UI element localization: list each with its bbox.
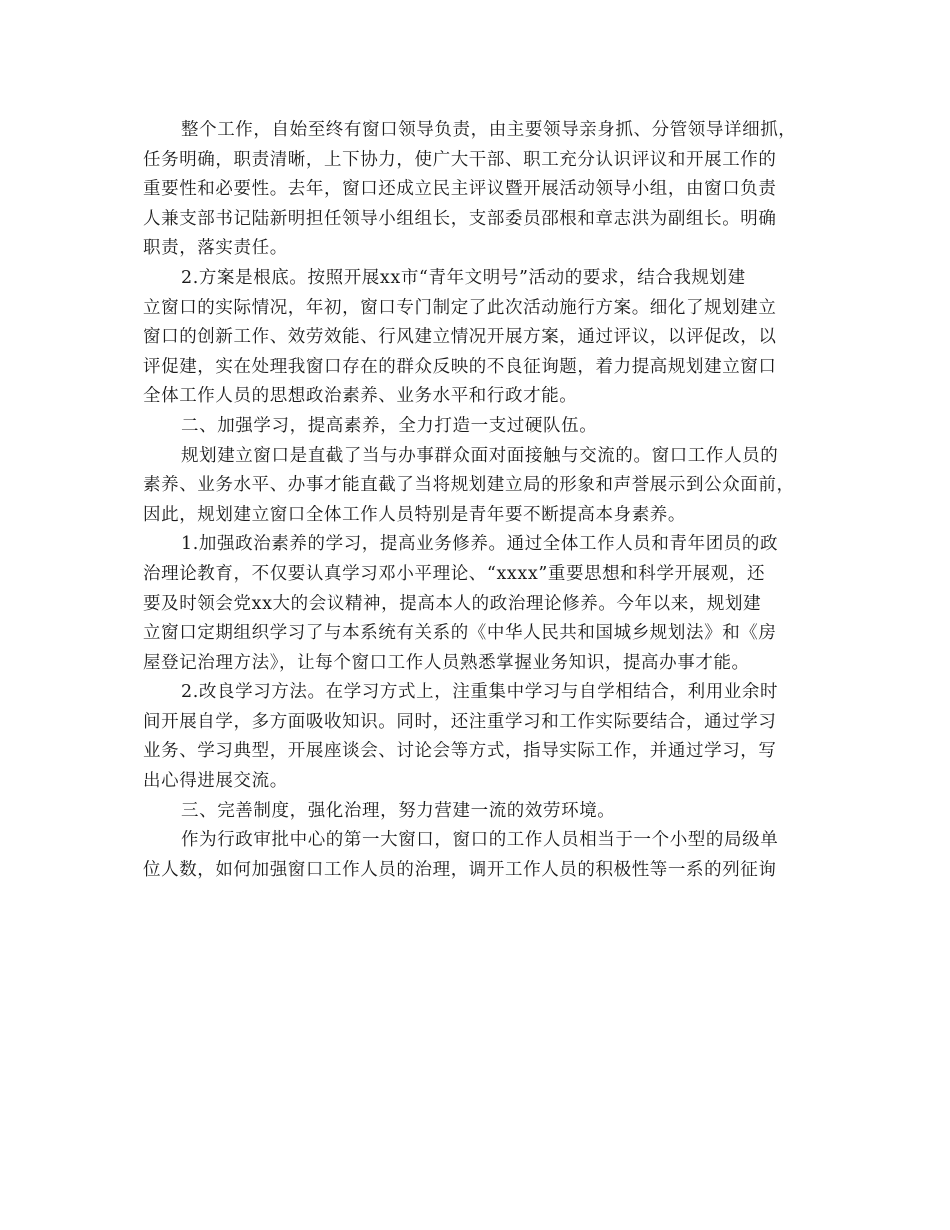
text-line: 窗口的创新工作、效劳效能、行风建立情况开展方案，通过评议，以评促改，以 (143, 327, 777, 348)
text-line: 要及时领会党xx大的会议精神，提高本人的政治理论修养。今年以来，规划建 (143, 593, 762, 614)
text-line: 立窗口定期组织学习了与本系统有关系的《中华人民共和国城乡规划法》和《房 (143, 623, 777, 644)
text-line: 人兼支部书记陆新明担任领导小组组长，支部委员邵根和章志洪为副组长。明确 (143, 208, 777, 229)
text-line: 任务明确，职责清晰，上下协力，使广大干部、职工充分认识评议和开展工作的 (143, 149, 777, 170)
text-line: 位人数，如何加强窗口工作人员的治理，调开工作人员的积极性等一系的列征询 (143, 859, 777, 880)
text-line: 素养、业务水平、办事才能直截了当将规划建立局的形象和声誉展示到公众面前， (143, 475, 795, 496)
text-line: 间开展自学，多方面吸收知识。同时，还注重学习和工作实际要结合，通过学习 (143, 711, 777, 732)
text-line: 规划建立窗口是直截了当与办事群众面对面接触与交流的。窗口工作人员的 (181, 445, 779, 466)
text-line: 评促建，实在处理我窗口存在的群众反映的不良征询题，着力提高规划建立窗口 (143, 356, 777, 377)
text-line: 立窗口的实际情况，年初，窗口专门制定了此次活动施行方案。细化了规划建立 (143, 297, 777, 318)
text-line: 屋登记治理方法》，让每个窗口工作人员熟悉掌握业务知识，提高办事才能。 (143, 652, 750, 673)
text-line: 三、完善制度，强化治理，努力营建一流的效劳环境。 (181, 800, 616, 821)
text-line: 2.改良学习方法。在学习方式上，注重集中学习与自学相结合，利用业余时 (181, 682, 779, 703)
text-line: 1.加强政治素养的学习，提高业务修养。通过全体工作人员和青年团员的政 (181, 534, 779, 555)
text-line: 整个工作，自始至终有窗口领导负责，由主要领导亲身抓、分管领导详细抓， (181, 120, 797, 140)
text-line: 业务、学习典型，开展座谈会、讨论会等方式，指导实际工作，并通过学习，写 (143, 741, 777, 762)
text-line: 因此，规划建立窗口全体工作人员特别是青年要不断提高本身素养。 (143, 504, 686, 525)
text-line: 全体工作人员的思想政治素养、业务水平和行政才能。 (143, 386, 578, 407)
text-line: 2.方案是根底。按照开展xx市“青年文明号”活动的要求，结合我规划建 (181, 267, 746, 288)
text-line: 重要性和必要性。去年，窗口还成立民主评议暨开展活动领导小组，由窗口负责 (143, 179, 777, 200)
document-body (143, 116, 813, 885)
text-line: 治理论教育，不仅要认真学习邓小平理论、“xxxx”重要思想和科学开展观，还 (143, 563, 766, 584)
text-line: 出心得进展交流。 (143, 771, 288, 792)
text-line: 作为行政审批中心的第一大窗口，窗口的工作人员相当于一个小型的局级单 (181, 830, 779, 851)
text-line: 职责，落实责任。 (143, 238, 288, 259)
text-line: 二、加强学习，提高素养，全力打造一支过硬队伍。 (181, 415, 598, 436)
